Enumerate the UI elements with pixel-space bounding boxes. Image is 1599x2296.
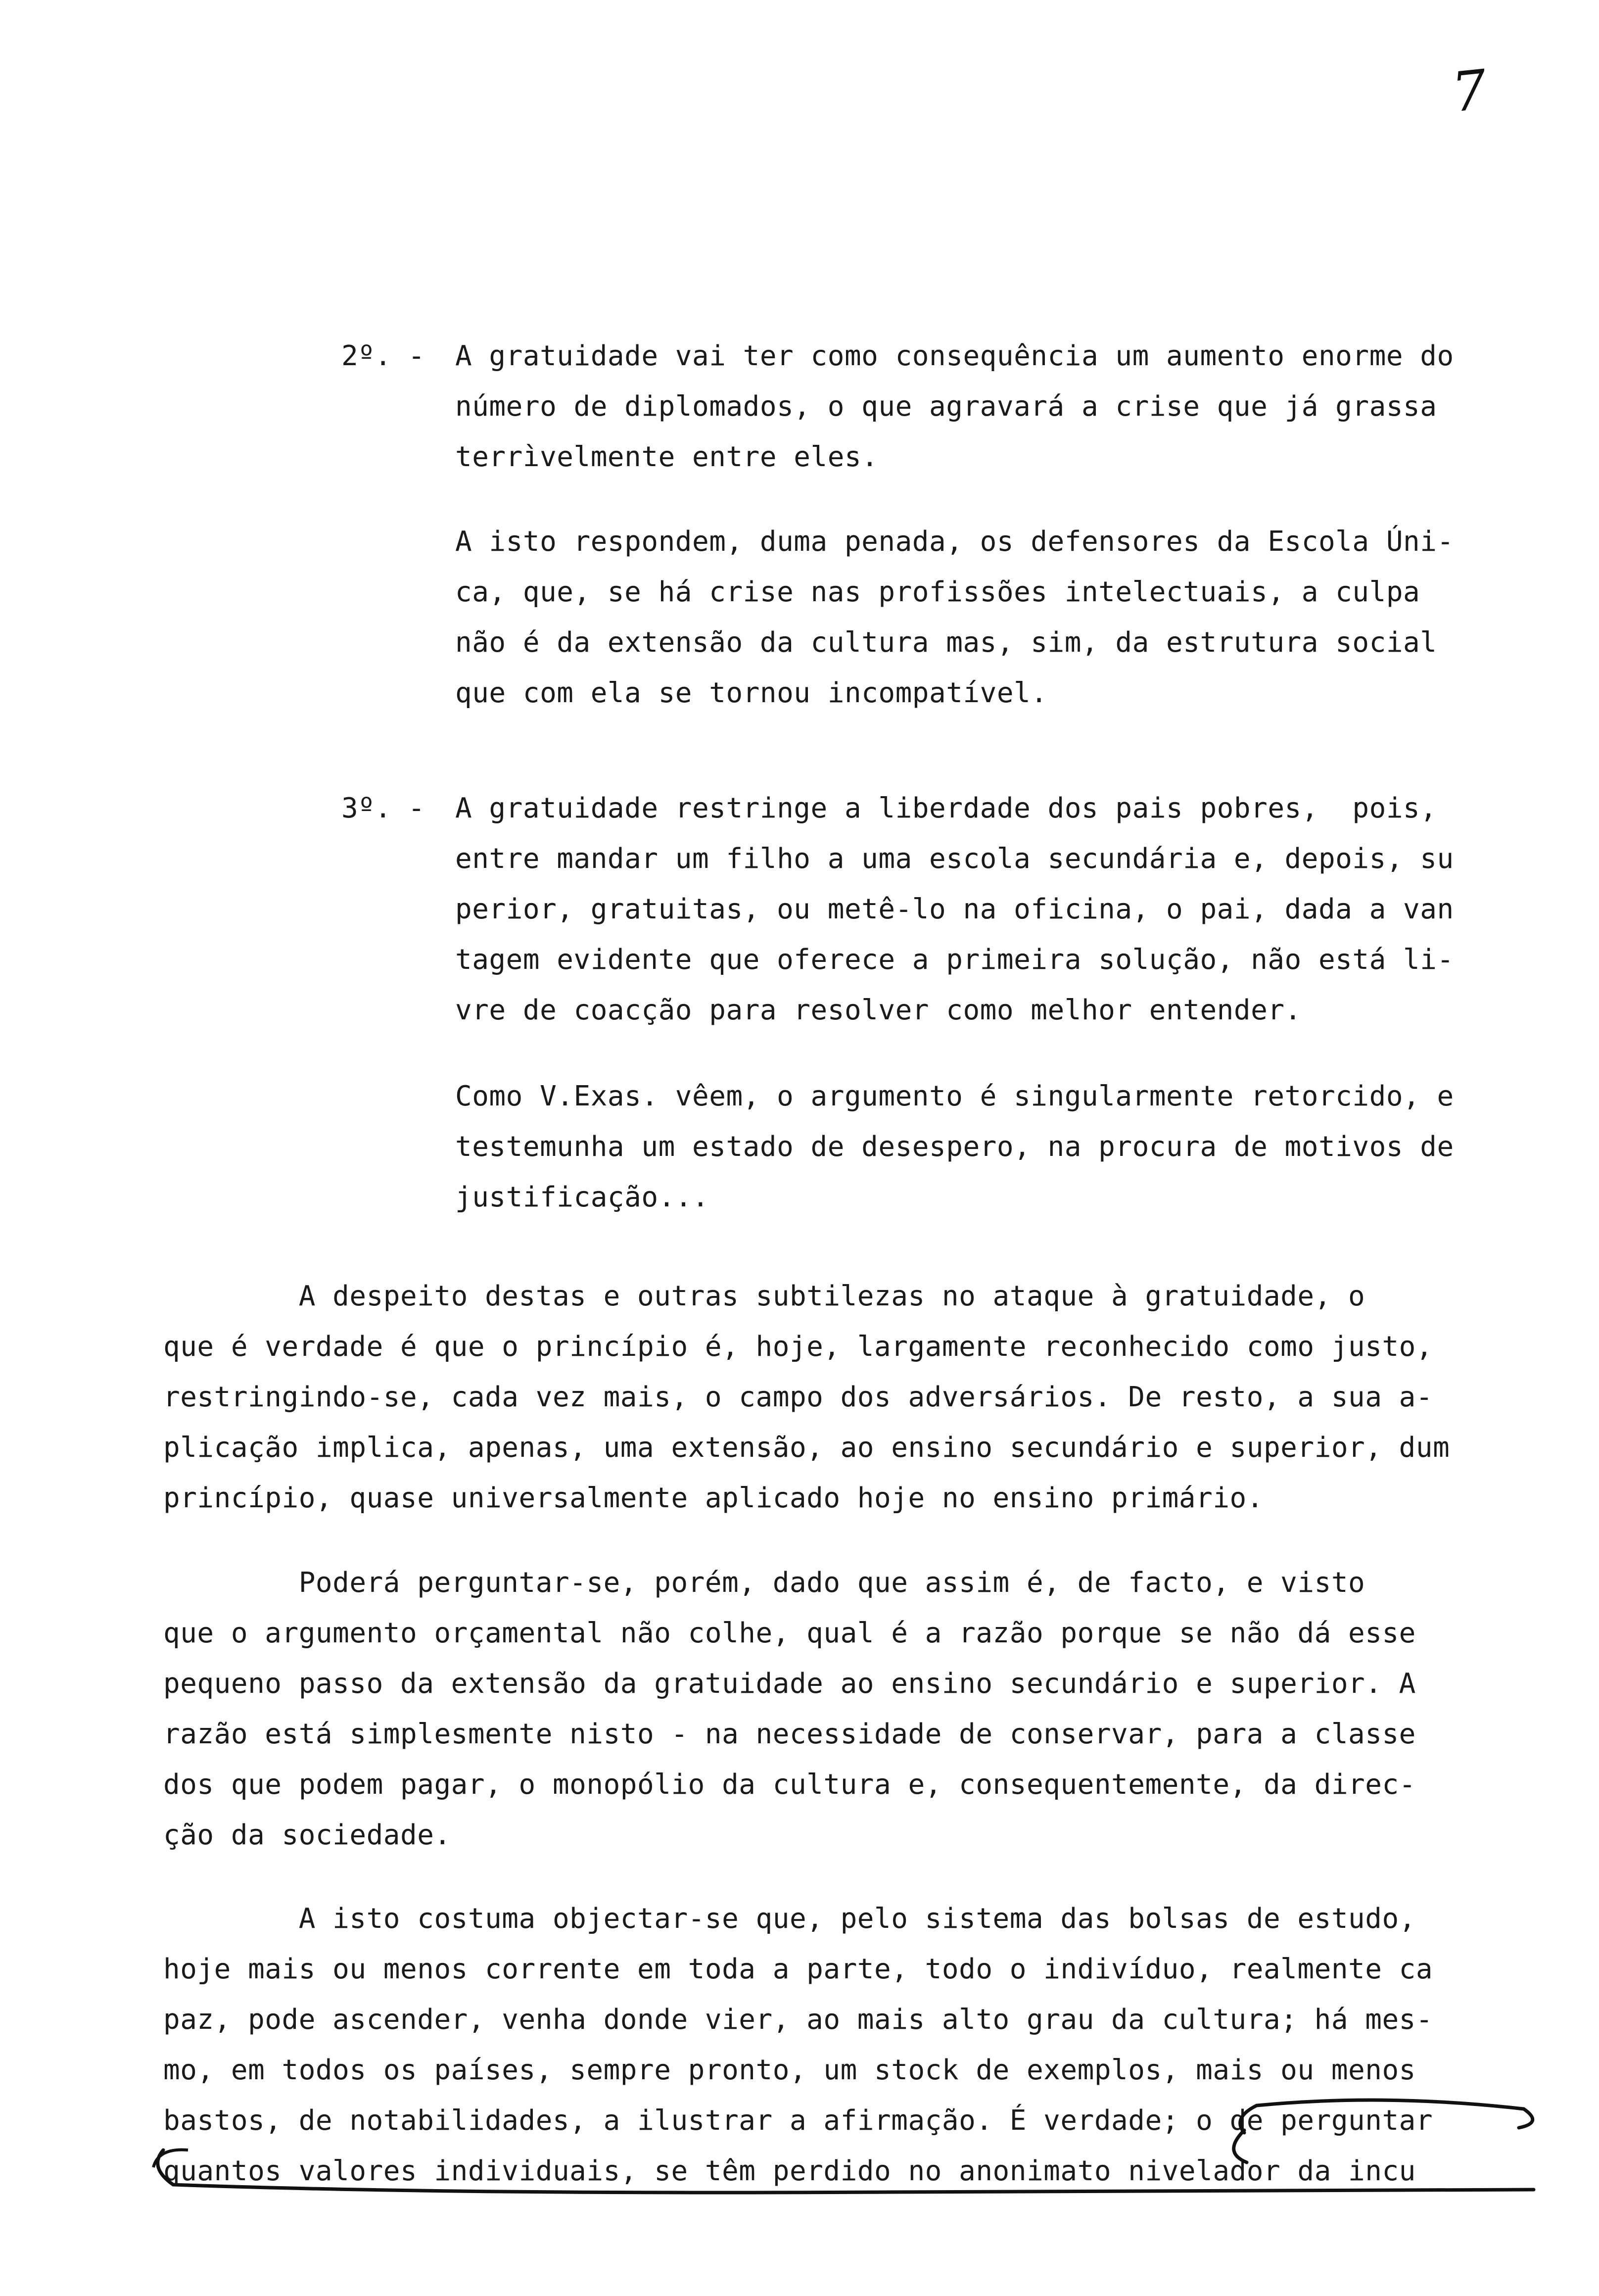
text-line: tagem evidente que oferece a primeira solução, não está li- — [455, 944, 1454, 976]
text-line: quantos valores individuais, se têm perdido no anonimato nivelador da incu — [163, 2155, 1416, 2187]
text-line: que com ela se tornou incompatível. — [455, 677, 1048, 709]
text-line: que é verdade é que o princípio é, hoje, largamente reconhecido como justo, — [163, 1331, 1433, 1363]
text-line: paz, pode ascender, venha donde vier, ao mais alto grau da cultura; há mes- — [163, 2004, 1433, 2036]
text-line: terrìvelmente entre eles. — [455, 441, 879, 473]
text-line: razão está simplesmente nisto - na necessidade de conservar, para a classe — [163, 1718, 1416, 1750]
text-line: bastos, de notabilidades, a ilustrar a afirmação. É verdade; o de perguntar — [163, 2105, 1433, 2137]
text-line: princípio, quase universalmente aplicado hoje no ensino primário. — [163, 1482, 1264, 1514]
text-line: mo, em todos os países, sempre pronto, um stock de exemplos, mais ou menos — [163, 2054, 1416, 2086]
text-line: A isto respondem, duma penada, os defensores da Escola Úni- — [455, 526, 1454, 558]
text-line: A isto costuma objectar-se que, pelo sistema das bolsas de estudo, — [163, 1903, 1416, 1935]
text-line: ca, que, se há crise nas profissões intelectuais, a culpa — [455, 576, 1420, 608]
text-line: testemunha um estado de desespero, na procura de motivos de — [455, 1131, 1454, 1163]
text-line: hoje mais ou menos corrente em toda a parte, todo o indivíduo, realmente ca — [163, 1953, 1433, 1985]
text-line: Como V.Exas. vêem, o argumento é singularmente retorcido, e — [455, 1080, 1454, 1112]
text-line: A despeito destas e outras subtilezas no ataque à gratuidade, o — [163, 1280, 1365, 1312]
text-line: dos que podem pagar, o monopólio da cultura e, consequentemente, da direc- — [163, 1769, 1416, 1801]
text-line: número de diplomados, o que agravará a crise que já grassa — [455, 390, 1437, 423]
text-line: plicação implica, apenas, uma extensão, ao ensino secundário e superior, dum — [163, 1432, 1450, 1464]
text-line: Poderá perguntar-se, porém, dado que assim é, de facto, e visto — [163, 1567, 1365, 1599]
text-line: pequeno passo da extensão da gratuidade ao ensino secundário e superior. A — [163, 1668, 1416, 1700]
page-number: 7 — [1449, 57, 1490, 125]
text-line: entre mandar um filho a uma escola secundária e, depois, su — [455, 843, 1454, 875]
text-line: que o argumento orçamental não colhe, qual é a razão porque se não dá esse — [163, 1617, 1416, 1649]
text-line: A gratuidade vai ter como consequência um aumento enorme do — [455, 340, 1454, 372]
text-line: ção da sociedade. — [163, 1819, 451, 1851]
text-line: perior, gratuitas, ou metê-lo na oficina, o pai, dada a van — [455, 893, 1454, 925]
text-line: restringindo-se, cada vez mais, o campo dos adversários. De resto, a sua a- — [163, 1381, 1433, 1413]
item-number: 3º. - — [341, 792, 425, 824]
item-number: 2º. - — [341, 340, 425, 372]
text-line: A gratuidade restringe a liberdade dos pais pobres, pois, — [455, 792, 1437, 824]
text-line: não é da extensão da cultura mas, sim, da estrutura social — [455, 626, 1437, 659]
text-line: justificação... — [455, 1181, 709, 1213]
text-line: vre de coacção para resolver como melhor entender. — [455, 994, 1302, 1026]
